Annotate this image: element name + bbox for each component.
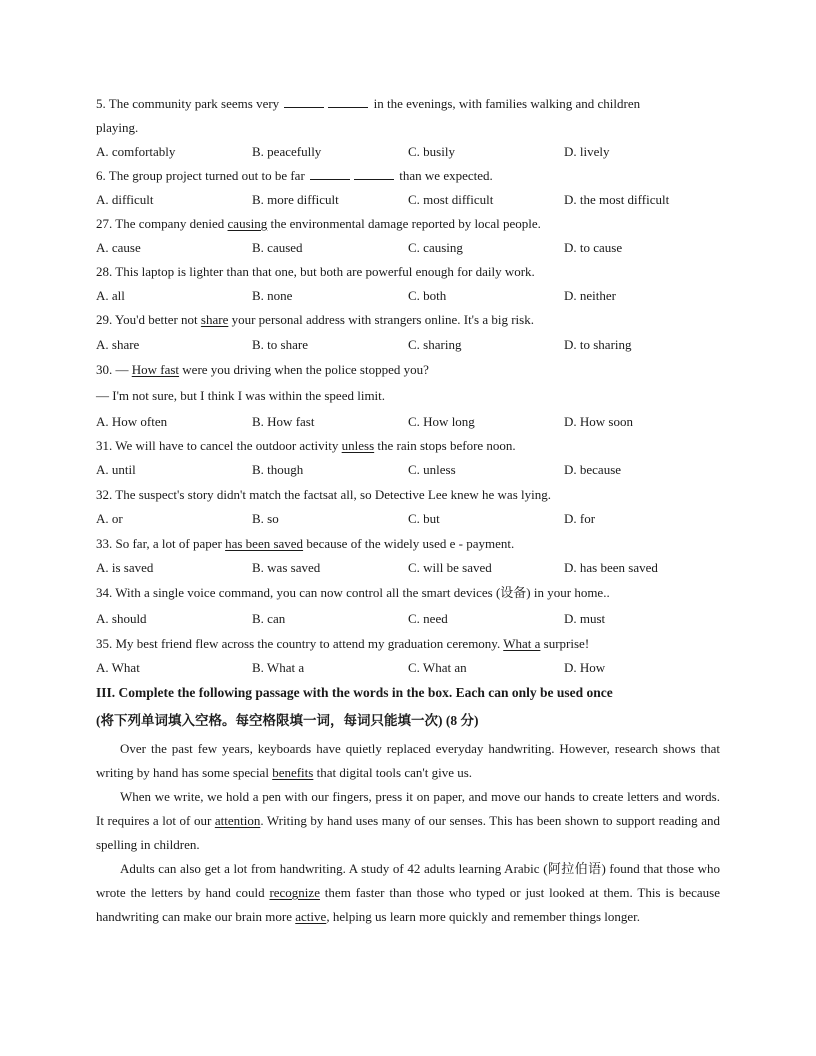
question-stem: 35. My best friend flew across the country to attend my graduation ceremony. <box>96 636 504 651</box>
options-row <box>96 240 720 256</box>
question-stem: surprise! <box>540 636 590 651</box>
option-d: D. How soon <box>564 414 633 429</box>
question-stem: 30. — <box>96 362 132 377</box>
question-30 <box>96 362 720 430</box>
option-d: D. has been saved <box>564 560 658 575</box>
question-stem: the rain stops before noon. <box>374 438 516 453</box>
question-5 <box>96 96 720 160</box>
option-c: C. but <box>408 511 440 526</box>
answer-blank <box>310 168 350 180</box>
question-stem: 31. We will have to cancel the outdoor activity <box>96 438 342 453</box>
options-row <box>96 560 720 576</box>
option-a: A. until <box>96 462 136 477</box>
option-c: C. How long <box>408 414 475 429</box>
option-b: B. How fast <box>252 414 315 429</box>
option-b: B. was saved <box>252 560 321 575</box>
option-c: C. need <box>408 611 448 626</box>
option-d: D. because <box>564 462 622 477</box>
options-row <box>96 192 720 208</box>
answer-blank <box>354 168 394 180</box>
option-a: A. all <box>96 288 125 303</box>
answer-blank <box>284 96 324 108</box>
answer-blank <box>328 96 368 108</box>
question-stem: were you driving when the police stopped you? <box>179 362 429 377</box>
underlined-word: active <box>295 909 327 924</box>
option-b: B. can <box>252 611 286 626</box>
option-d: D. to cause <box>564 240 623 255</box>
option-a: A. What <box>96 660 140 675</box>
options-row <box>96 511 720 527</box>
option-b: B. so <box>252 511 279 526</box>
option-a: A. or <box>96 511 123 526</box>
passage-text: them faster than those who typed or just looked at them. This is because handwriting can make our brain more <box>96 885 720 924</box>
question-33 <box>96 536 720 576</box>
options-row <box>96 144 720 160</box>
passage-text: , helping us learn more quickly and remember things longer. <box>326 909 641 924</box>
question-stem: the environmental damage reported by local people. <box>267 216 541 231</box>
passage-paragraph <box>96 785 720 857</box>
question-31 <box>96 438 720 478</box>
passage-text: When we write, we hold a pen with our fingers, press it on paper, and move our hands to create letters and words. It requires a lot of our <box>96 789 720 828</box>
option-b: B. peacefully <box>252 144 322 159</box>
option-d: D. for <box>564 511 596 526</box>
passage-paragraph <box>96 857 720 929</box>
worksheet <box>96 96 720 929</box>
question-stem: 33. So far, a lot of paper <box>96 536 226 551</box>
option-c: C. What an <box>408 660 467 675</box>
question-stem: 28. This laptop is lighter than that one, but both are powerful enough for daily work. <box>96 264 535 279</box>
question-stem: playing. <box>96 120 139 135</box>
option-a: A. How often <box>96 414 168 429</box>
question-35 <box>96 636 720 676</box>
option-a: A. cause <box>96 240 141 255</box>
passage-text: Over the past few years, keyboards have quietly replaced everyday handwriting. However, research shows that writing by hand has some special <box>96 741 720 780</box>
question-28 <box>96 264 720 304</box>
question-34 <box>96 585 720 627</box>
question-stem: 29. You'd better not <box>96 312 201 327</box>
option-b: B. caused <box>252 240 303 255</box>
options-row <box>96 337 720 353</box>
option-c: C. unless <box>408 462 456 477</box>
option-d: D. How <box>564 660 606 675</box>
underlined-answer: has been saved <box>225 536 304 551</box>
question-stem: in the evenings, with families walking and children <box>373 96 641 111</box>
question-6 <box>96 168 720 208</box>
options-row <box>96 462 720 478</box>
option-d: D. to sharing <box>564 337 632 352</box>
passage-text: . Writing by hand uses many of our senses. This has been shown to support reading and spelling in children. <box>96 813 720 852</box>
question-stem: your personal address with strangers online. It's a big risk. <box>228 312 534 327</box>
option-a: A. should <box>96 611 147 626</box>
option-c: C. both <box>408 288 447 303</box>
underlined-word: benefits <box>272 765 314 780</box>
option-a: A. comfortably <box>96 144 176 159</box>
question-29 <box>96 312 720 353</box>
passage-paragraph <box>96 737 720 785</box>
underlined-answer: unless <box>341 438 375 453</box>
passage-text: Adults can also get a lot from handwriting. A study of 42 adults learning Arabic (阿拉伯语) found that those who wrote the letters by hand could <box>96 861 720 900</box>
option-c: C. sharing <box>408 337 462 352</box>
option-d: D. lively <box>564 144 610 159</box>
question-27 <box>96 216 720 256</box>
question-stem: because of the widely used e - payment. <box>303 536 515 551</box>
options-row <box>96 611 720 627</box>
options-row <box>96 414 720 430</box>
underlined-answer: What a <box>503 636 541 651</box>
underlined-answer: causing <box>227 216 268 231</box>
question-stem: 6. The group project turned out to be far <box>96 168 305 183</box>
option-b: B. more difficult <box>252 192 339 207</box>
option-b: B. none <box>252 288 293 303</box>
question-32 <box>96 487 720 527</box>
options-row <box>96 288 720 304</box>
section-instruction: (将下列单词填入空格。每空格限填一词，每词只能填一次) (8 分) <box>96 713 479 728</box>
option-b: B. What a <box>252 660 305 675</box>
question-stem: — I'm not sure, but I think I was within the speed limit. <box>96 388 386 403</box>
option-c: C. busily <box>408 144 455 159</box>
underlined-word: attention <box>214 813 261 828</box>
option-d: D. must <box>564 611 606 626</box>
underlined-word: recognize <box>269 885 320 900</box>
question-stem: 27. The company denied <box>96 216 228 231</box>
options-row <box>96 660 720 676</box>
section-title: III. Complete the following passage with the words in the box. Each can only be used once <box>96 685 613 700</box>
underlined-answer: How fast <box>131 362 180 377</box>
option-d: D. the most difficult <box>564 192 670 207</box>
option-a: A. share <box>96 337 140 352</box>
option-b: B. to share <box>252 337 308 352</box>
question-stem: 34. With a single voice command, you can now control all the smart devices (设备) in your home.. <box>96 585 610 600</box>
option-c: C. most difficult <box>408 192 494 207</box>
option-c: C. will be saved <box>408 560 492 575</box>
option-b: B. though <box>252 462 304 477</box>
question-stem: 32. The suspect's story didn't match the factsat all, so Detective Lee knew he was lying. <box>96 487 551 502</box>
passage <box>96 737 720 929</box>
question-stem: 5. The community park seems very <box>96 96 280 111</box>
underlined-answer: share <box>200 312 229 327</box>
question-stem: than we expected. <box>399 168 493 183</box>
section-header <box>96 685 720 729</box>
option-c: C. causing <box>408 240 463 255</box>
passage-text: that digital tools can't give us. <box>313 765 473 780</box>
option-a: A. is saved <box>96 560 154 575</box>
option-d: D. neither <box>564 288 616 303</box>
option-a: A. difficult <box>96 192 154 207</box>
